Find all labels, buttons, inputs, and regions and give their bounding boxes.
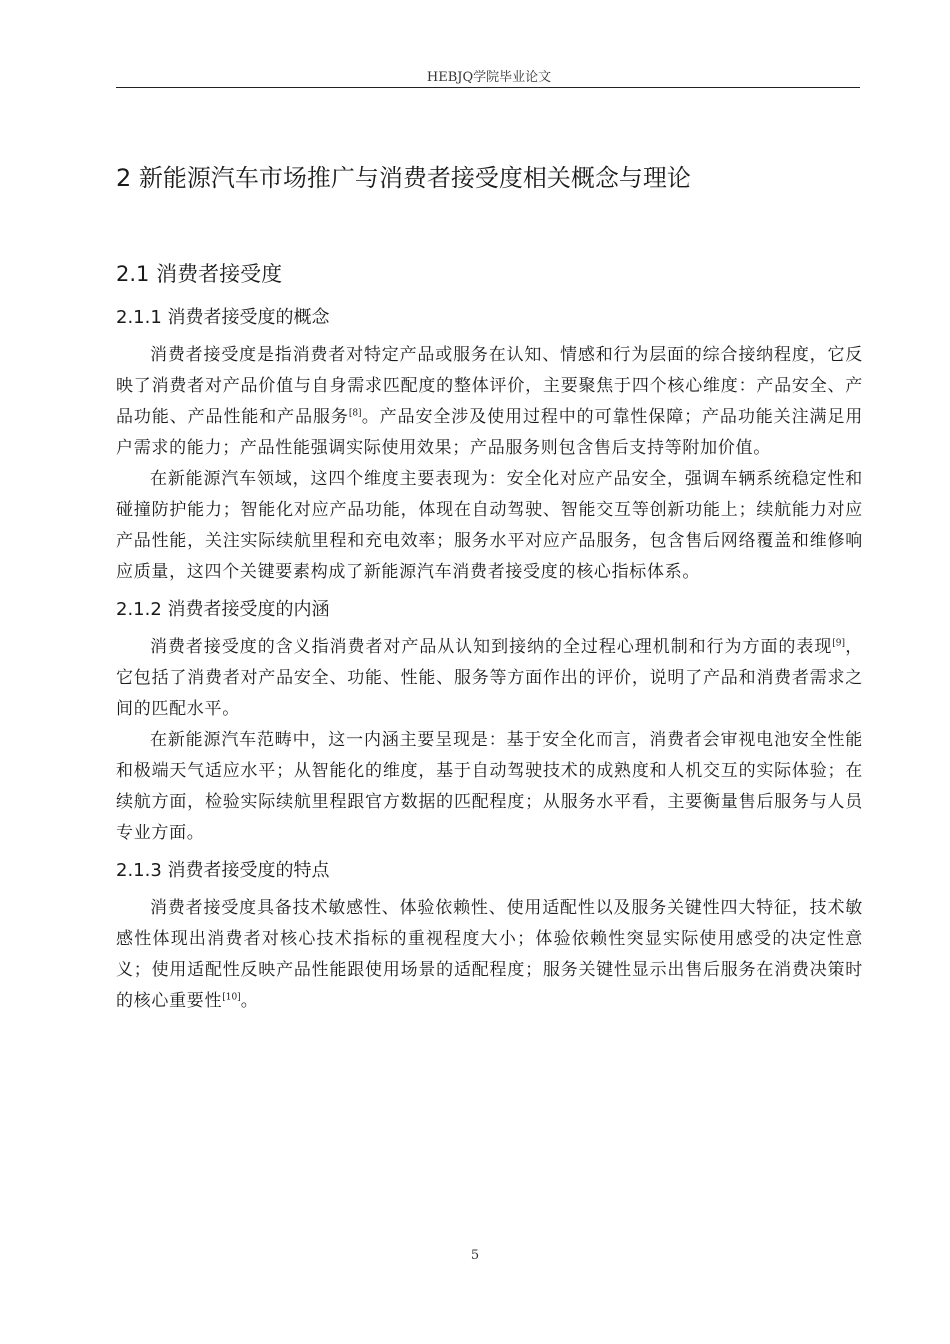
paragraph-text: 消费者接受度的含义指消费者对产品从认知到接纳的全过程心理机制和行为方面的表现	[150, 637, 833, 657]
page-content	[116, 158, 863, 1017]
paragraph-text: 在新能源汽车范畴中，这一内涵主要呈现是：基于安全化而言，消费者会审视电池安全性能和极端天气适应水平；从智能化的维度，基于自动驾驶技术的成熟度和人机交互的实际体验；在续航方面，检验实际续航里程跟官方数据的匹配程度；从服务水平看，主要衡量售后服务与人员专业方面。	[116, 730, 863, 843]
page-number: 5	[470, 1248, 480, 1263]
running-header: HEBJQ学院毕业论文	[426, 70, 552, 85]
paragraph-text: 消费者接受度具备技术敏感性、体验依赖性、使用适配性以及服务关键性四大特征，技术敏感性体现出消费者对核心技术指标的重视程度大小；体验依赖性突显实际使用感受的决定性意义；使用适配性反映产品性能跟使用场景的适配程度；服务关键性显示出售后服务在消费决策时的核心重要性	[116, 898, 863, 1011]
paragraph-text: 。	[240, 991, 259, 1011]
citation-10: [10]	[222, 992, 241, 1003]
chapter-title: 2 新能源汽车市场推广与消费者接受度相关概念与理论	[116, 164, 691, 192]
paragraph-text: 。产品安全涉及使用过程中的可靠性保障；产品功能关注满足用户需求的能力；产品性能强调实际使用效果；产品服务则包含售后支持等附加价值。	[116, 407, 863, 458]
citation-8: [8]	[348, 408, 362, 419]
subsection-title-2-1-2: 2.1.2 消费者接受度的内涵	[116, 599, 330, 620]
paragraph-text: ，它包括了消费者对产品安全、功能、性能、服务等方面作出的评价，说明了产品和消费者需求之间的匹配水平。	[116, 637, 863, 719]
paragraph-text: 消费者接受度是指消费者对特定产品或服务在认知、情感和行为层面的综合接纳程度，它反映了消费者对产品价值与自身需求匹配度的整体评价，主要聚焦于四个核心维度：产品安全、产品功能、产品性能和产品服务	[116, 345, 863, 427]
paragraph-2-1-2-a	[116, 632, 863, 725]
section-title: 2.1 消费者接受度	[116, 262, 283, 286]
paragraph-2-1-3-a	[116, 893, 863, 1017]
paragraph-2-1-1-a	[116, 340, 863, 464]
paragraph-2-1-1-b	[116, 464, 863, 588]
subsection-title-2-1-3: 2.1.3 消费者接受度的特点	[116, 860, 330, 881]
paragraph-text: 在新能源汽车领域，这四个维度主要表现为：安全化对应产品安全，强调车辆系统稳定性和碰撞防护能力；智能化对应产品功能，体现在自动驾驶、智能交互等创新功能上；续航能力对应产品性能，关注实际续航里程和充电效率；服务水平对应产品服务，包含售后网络覆盖和维修响应质量，这四个关键要素构成了新能源汽车消费者接受度的核心指标体系。	[116, 469, 863, 582]
header-rule	[116, 87, 860, 88]
citation-9: [9]	[832, 638, 846, 649]
subsection-title-2-1-1: 2.1.1 消费者接受度的概念	[116, 307, 330, 328]
paragraph-2-1-2-b	[116, 725, 863, 849]
